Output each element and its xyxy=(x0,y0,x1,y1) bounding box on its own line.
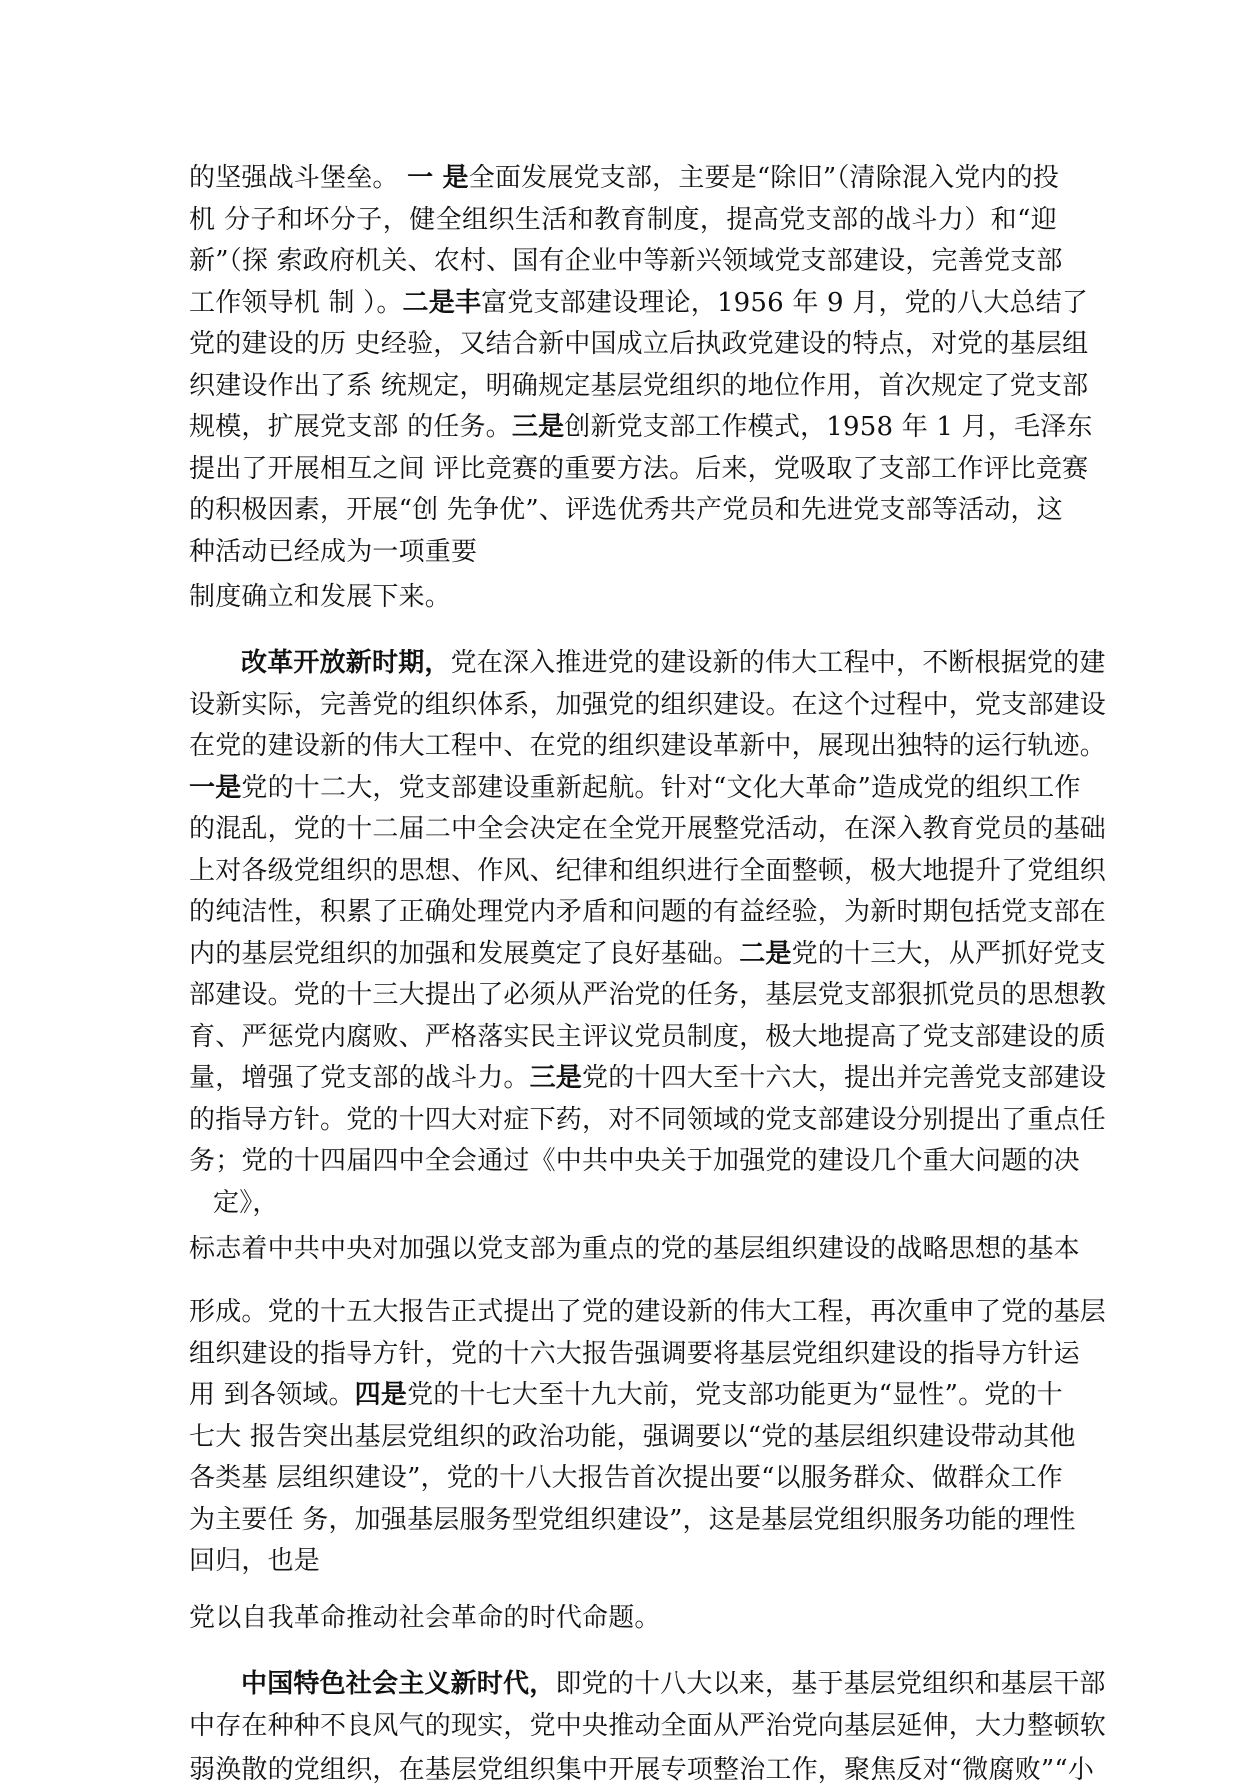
paragraph-6 xyxy=(189,1598,1057,1640)
text-run: 制度确立和发展下来。 xyxy=(189,582,452,612)
text-run: 机 分子和坏分子，健全组织生活和教育制度，提高党支部的战斗力）和“迎 xyxy=(189,204,1057,235)
text-line xyxy=(189,1750,1095,1792)
text-line xyxy=(189,685,1107,727)
text-line xyxy=(189,643,1106,685)
text-run: 即党的十八大以来，基于基层党组织和基层干部 xyxy=(555,1669,1106,1699)
text-run: 为主要任 务，加强基层服务型党组织建设”，这是基层党组织服务功能的理性 xyxy=(189,1504,1076,1535)
text-run: 七大 报告突出基层党组织的政治功能，强调要以“党的基层组织建设带动其他 xyxy=(189,1421,1076,1452)
text-line xyxy=(189,366,1089,408)
bold-text: 一 是 xyxy=(407,163,469,193)
text-line xyxy=(189,1375,1063,1417)
text-line xyxy=(189,158,1060,200)
text-run: 各类基 层组织建设”，党的十八大报告首次提出要“以服务群众、做群众工作 xyxy=(189,1463,1063,1493)
bold-text: 改革开放新时期， xyxy=(241,648,451,678)
text-run: 种活动已经成为一项重要 xyxy=(189,536,478,567)
text-line xyxy=(189,200,1057,242)
text-line xyxy=(189,449,1089,491)
bold-text: 二是 xyxy=(739,938,792,969)
bold-text: 四是 xyxy=(354,1380,408,1410)
paragraph-2 xyxy=(189,577,1057,619)
text-run: 设新实际，完善党的组织体系，加强党的组织建设。在这个过程中，党支部建设 xyxy=(189,689,1107,720)
text-run: 定》， xyxy=(213,1187,279,1218)
text-line xyxy=(189,1058,1107,1100)
text-line xyxy=(189,1183,1057,1225)
text-line xyxy=(189,1100,1107,1142)
text-run: 党的十二大，党支部建设重新起航。针对“文化大革命”造成党的组织工作 xyxy=(241,772,1081,803)
text-line xyxy=(189,1706,1107,1748)
text-run: 回归，也是 xyxy=(189,1546,321,1576)
text-line xyxy=(189,1141,1080,1183)
bold-text: 三是 xyxy=(511,412,565,442)
text-run: 务；党的十四届四中全会通过《中共中央关于加强党的建设几个重大问题的决 xyxy=(189,1146,1080,1176)
text-run: 量，增强了党支部的战斗力。 xyxy=(189,1063,530,1093)
text-line xyxy=(189,1598,1057,1640)
text-line xyxy=(189,892,1107,934)
bold-text: 中国特色社会主义新时代， xyxy=(241,1669,556,1699)
text-line xyxy=(189,1292,1107,1334)
text-run: 创新党支部工作模式，1958 年 1 月，毛泽东 xyxy=(564,412,1093,442)
text-line xyxy=(189,407,1093,449)
text-run: 党的十七大至十九大前，党支部功能更为“显性”。党的十 xyxy=(407,1380,1063,1410)
paragraph-5 xyxy=(189,1292,1107,1583)
text-line xyxy=(189,768,1081,810)
paragraph-4 xyxy=(189,1229,1080,1271)
text-run: 新”（探 索政府机关、农村、国有企业中等新兴领域党支部建设，完善党支部 xyxy=(189,246,1063,276)
text-run: 提出了开展相互之间 评比竞赛的重要方法。后来，党吸取了支部工作评比竞赛 xyxy=(189,453,1089,484)
text-run: 内的基层党组织的加强和发展奠定了良好基础。 xyxy=(189,938,740,969)
text-run: 党的十三大，从严抓好党支 xyxy=(791,938,1107,969)
text-run: 部建设。党的十三大提出了必须从严治党的任务，基层党支部狠抓党员的思想教 xyxy=(189,980,1107,1010)
text-run: 用 到各领域。 xyxy=(189,1380,355,1410)
text-line xyxy=(189,809,1107,851)
text-line xyxy=(189,1229,1080,1271)
text-line xyxy=(189,1458,1063,1500)
text-run: 上对各级党组织的思想、作风、纪律和组织进行全面整顿，极大地提升了党组织 xyxy=(189,855,1107,886)
bold-text: 二是丰 xyxy=(402,287,482,318)
text-line xyxy=(189,490,1063,532)
text-line xyxy=(189,934,1107,976)
text-run: 的积极因素，开展“创 先争优”、评选优秀共产党员和先进党支部等活动，这 xyxy=(189,495,1063,525)
text-run: 组织建设的指导方针，党的十六大报告强调要将基层党组织建设的指导方针运 xyxy=(189,1338,1080,1369)
text-run: 党的建设的历 史经验，又结合新中国成立后执政党建设的特点，对党的基层组 xyxy=(189,329,1089,359)
text-run: 党以自我革命推动社会革命的时代命题。 xyxy=(189,1603,661,1633)
text-run: 中存在种种不良风气的现实，党中央推动全面从严治党向基层延伸，大力整顿软 xyxy=(189,1710,1107,1741)
text-line xyxy=(189,1017,1107,1059)
text-run: 弱涣散的党组织，在基层党组织集中开展专项整治工作，聚焦反对“微腐败”“小 xyxy=(189,1755,1095,1785)
text-run: 形成。党的十五大报告正式提出了党的建设新的伟大工程，再次重申了党的基层 xyxy=(189,1297,1107,1327)
text-line xyxy=(189,1500,1076,1542)
text-run: 富党支部建设理论，1956 年 9 月，党的八大总结了 xyxy=(481,287,1089,318)
text-line xyxy=(189,324,1089,366)
text-run: 织建设作出了系 统规定，明确规定基层党组织的地位作用，首次规定了党支部 xyxy=(189,370,1089,401)
text-line xyxy=(189,1541,1057,1583)
text-run: 的指导方针。党的十四大对症下药，对不同领域的党支部建设分别提出了重点任 xyxy=(189,1104,1107,1135)
text-run: 育、严惩党内腐败、严格落实民主评议党员制度，极大地提高了党支部建设的质 xyxy=(189,1021,1107,1052)
text-line xyxy=(189,532,1057,574)
text-run: 的坚强战斗堡垒。 xyxy=(189,163,408,193)
paragraph-3 xyxy=(189,643,1107,1224)
text-run: 规模，扩展党支部 的任务。 xyxy=(189,412,512,442)
text-run: 标志着中共中央对加强以党支部为重点的党的基层组织建设的战略思想的基本 xyxy=(189,1234,1080,1264)
text-run: 工作领导机 制 ）。 xyxy=(189,287,403,318)
text-line xyxy=(189,851,1107,893)
paragraph-7 xyxy=(189,1664,1107,1747)
text-run: 的纯洁性，积累了正确处理党内矛盾和问题的有益经验，为新时期包括党支部在 xyxy=(189,897,1107,927)
text-run: 党的十四大至十六大，提出并完善党支部建设 xyxy=(582,1063,1107,1093)
text-line xyxy=(189,1417,1076,1459)
text-line xyxy=(189,577,1057,619)
paragraph-1 xyxy=(189,158,1093,573)
text-run: 在党的建设新的伟大工程中、在党的组织建设革新中，展现出独特的运行轨迹。 xyxy=(189,731,1107,761)
bold-text: 一是 xyxy=(189,772,242,803)
text-run: 党在深入推进党的建设新的伟大工程中，不断根据党的建 xyxy=(450,648,1106,678)
text-line xyxy=(189,1664,1106,1706)
text-line xyxy=(189,975,1107,1017)
text-line xyxy=(189,1334,1080,1376)
text-run: 全面发展党支部，主要是“除旧”（清除混入党内的投 xyxy=(468,163,1060,193)
text-line xyxy=(189,241,1063,283)
paragraph-8 xyxy=(189,1750,1095,1792)
text-run: 的混乱，党的十二届二中全会决定在全党开展整党活动，在深入教育党员的基础 xyxy=(189,814,1107,844)
text-line xyxy=(189,283,1089,325)
text-line xyxy=(189,726,1107,768)
bold-text: 三是 xyxy=(529,1063,583,1093)
